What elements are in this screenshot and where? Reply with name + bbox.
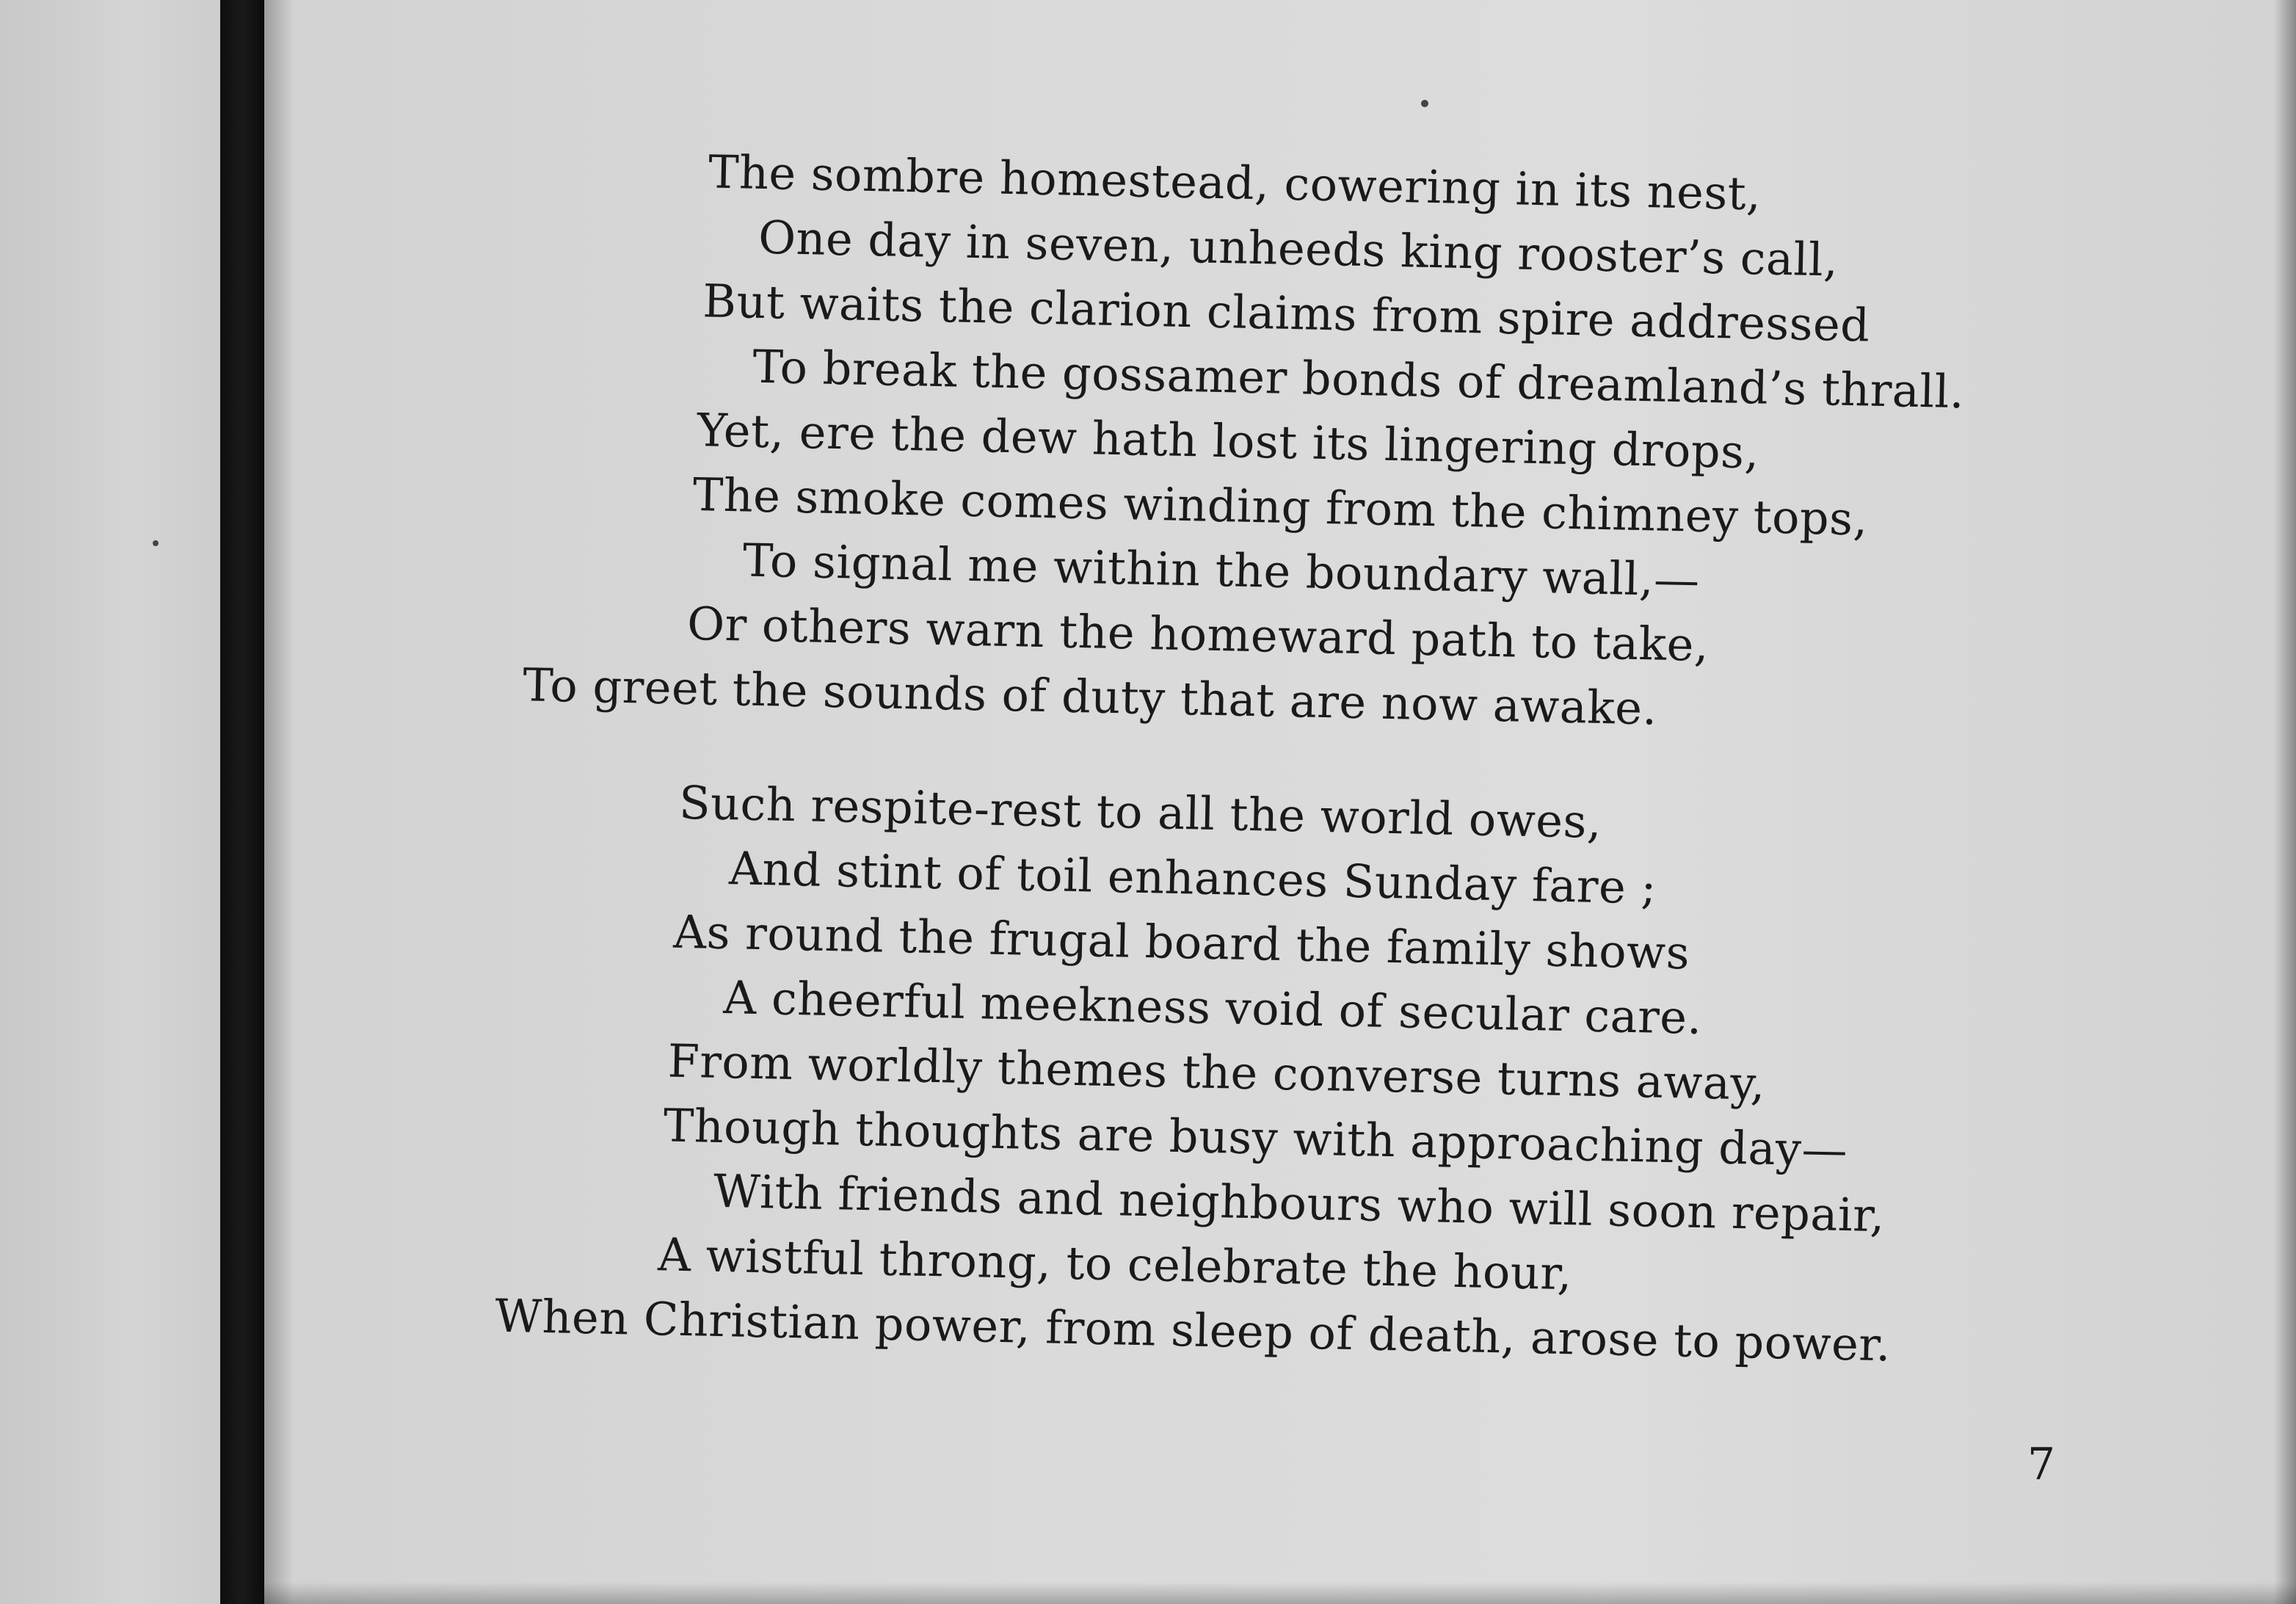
stanza-2-line-9: When Christian power, from sleep of death, arose to power.: [494, 1288, 1892, 1372]
stanza-1-line-8: Or others warn the homeward path to take,: [686, 596, 1710, 672]
stanza-1-line-4: To break the gossamer bonds of dreamland’s thrall.: [752, 339, 1965, 419]
stanza-1-line-3: But waits the clarion claims from spire addressed: [702, 274, 1871, 352]
stanza-2-line-3: As round the frugal board the family shows: [672, 904, 1690, 980]
stanza-1-line-1: The sombre homestead, cowering in its nest,: [708, 145, 1762, 221]
stanza-2-line-8: A wistful throng, to celebrate the hour,: [657, 1227, 1573, 1301]
stanza-2-line-7: With friends and neighbours who will soon repair,: [713, 1164, 1886, 1243]
stanza-2-line-1: Such respite-rest to all the world owes,: [678, 775, 1602, 849]
stanza-1-line-6: The smoke comes winding from the chimney tops,: [692, 468, 1869, 546]
stanza-2-line-5: From worldly themes the converse turns away,: [667, 1034, 1766, 1111]
stanza-2-line-6: Though thoughts are busy with approaching day—: [663, 1098, 1848, 1177]
stanza-1-line-9: To greet the sounds of duty that are now awake.: [522, 658, 1658, 736]
stanza-2-line-2: And stint of toil enhances Sunday fare ;: [728, 841, 1657, 915]
stanza-2-line-4: A cheerful meekness void of secular care.: [722, 970, 1703, 1045]
page-number: 7: [2027, 1439, 2056, 1490]
stanza-1-line-2: One day in seven, unheeds king rooster’s call,: [758, 210, 1839, 287]
stanza-1-line-5: Yet, ere the dew hath lost its lingering drops,: [697, 403, 1760, 479]
stanza-1-line-7: To signal me within the boundary wall,—: [742, 533, 1701, 607]
